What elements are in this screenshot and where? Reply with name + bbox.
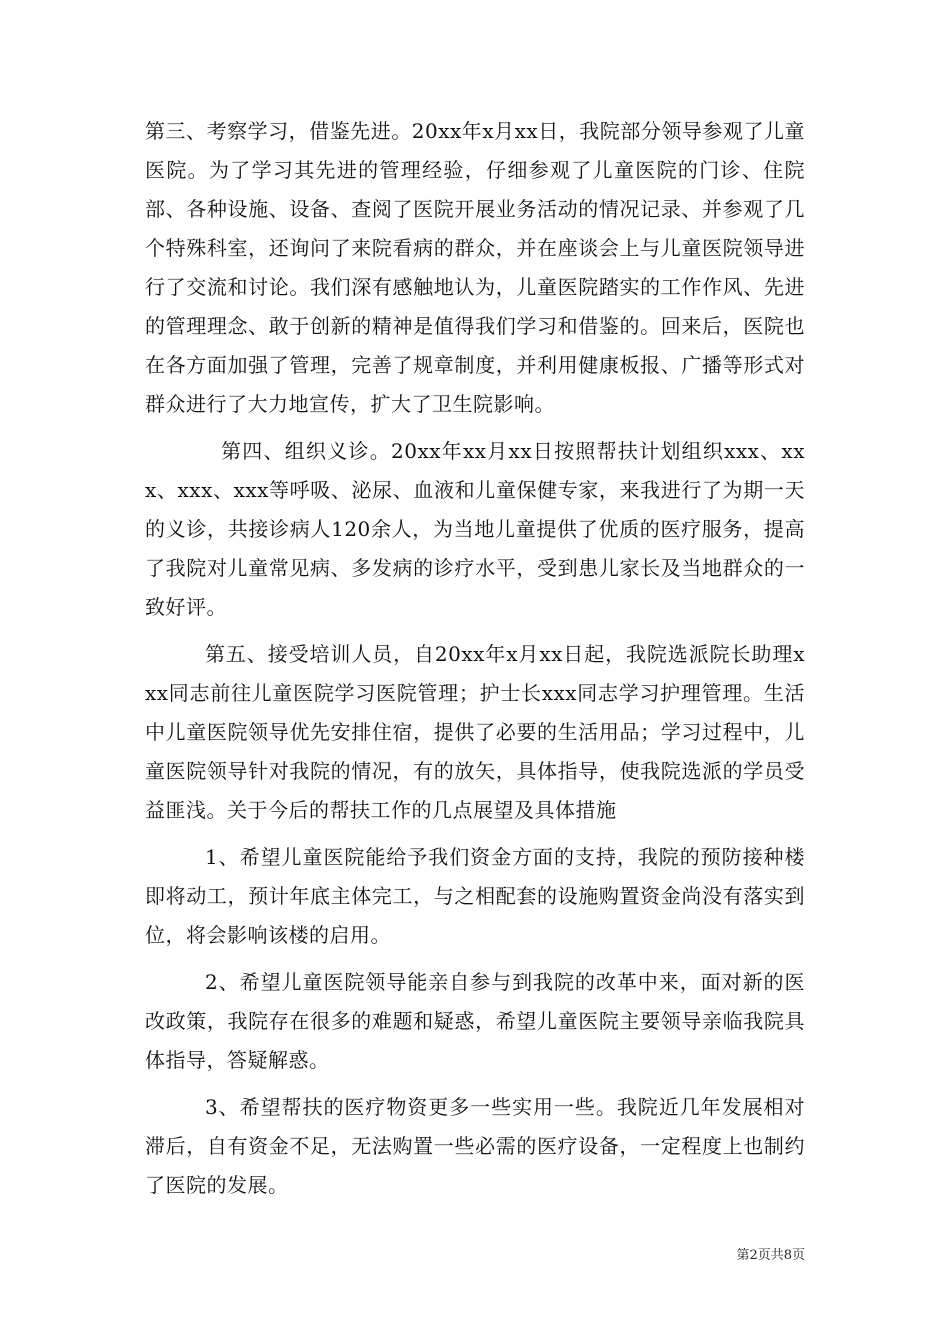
paragraph-measure-2: 2、希望儿童医院领导能亲自参与到我院的改革中来，面对新的医改政策，我院存在很多的难题和疑惑，希望儿童医院主要领导亲临我院具体指导，答疑解惑。: [145, 970, 805, 1072]
paragraph-measure-1: 1、希望儿童医院能给予我们资金方面的支持，我院的预防接种楼即将动工，预计年底主体完工，与之相配套的设施购置资金尚没有落实到位，将会影响该楼的启用。: [145, 845, 805, 947]
paragraph-training: 第五、接受培训人员，自20xx年x月xx日起，我院选派院长助理xxx同志前往儿童医院学习医院管理；护士长xxx同志学习护理管理。生活中儿童医院领导优先安排住宿，提供了必要的生活用品；学习过程中，儿童医院领导针对我院的情况，有的放矢，具体指导，使我院选派的学员受益匪浅。关于今后的帮扶工作的几点展望及具体措施: [145, 642, 805, 822]
document-body: [145, 112, 805, 1205]
paragraph-measure-3: 3、希望帮扶的医疗物资更多一些实用一些。我院近几年发展相对滞后，自有资金不足，无法购置一些必需的医疗设备，一定程度上也制约了医院的发展。: [145, 1095, 805, 1197]
paragraph-free-clinic: 第四、组织义诊。20xx年xx月xx日按照帮扶计划组织xxx、xxx、xxx、xxx等呼吸、泌尿、血液和儿童保健专家，来我进行了为期一天的义诊，共接诊病人120余人，为当地儿童提供了优质的医疗服务，提高了我院对儿童常见病、多发病的诊疗水平，受到患儿家长及当地群众的一致好评。: [145, 439, 805, 619]
page-number-footer: 第2页共8页: [736, 1248, 805, 1263]
paragraph-inspection-study: 第三、考察学习，借鉴先进。20xx年x月xx日，我院部分领导参观了儿童医院。为了学习其先进的管理经验，仔细参观了儿童医院的门诊、住院部、各种设施、设备、查阅了医院开展业务活动的情况记录、并参观了几个特殊科室，还询问了来院看病的群众，并在座谈会上与儿童医院领导进行了交流和讨论。我们深有感触地认为，儿童医院踏实的工作作风、先进的管理理念、敢于创新的精神是值得我们学习和借鉴的。回来后，医院也在各方面加强了管理，完善了规章制度，并利用健康板报、广播等形式对群众进行了大力地宣传，扩大了卫生院影响。: [145, 119, 805, 416]
